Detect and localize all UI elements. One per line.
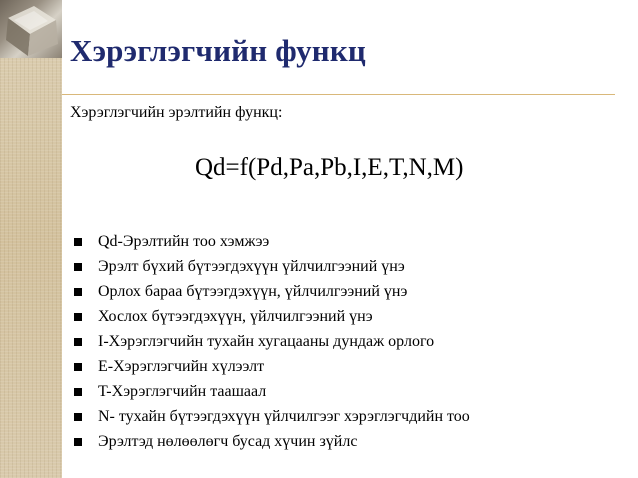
bullet-item: [74, 229, 470, 254]
bullet-text: E-Хэрэглэгчийн хүлээлт: [98, 358, 265, 375]
bullet-item: [74, 379, 470, 404]
bullet-text: Орлох бараа бүтээгдэхүүн, үйлчилгээний үнэ: [98, 283, 408, 300]
decorative-sidebar: [0, 0, 62, 478]
square-bullet-icon: [74, 338, 82, 346]
ice-cube-image: [0, 0, 62, 58]
bullet-text: Qd-Эрэлтийн тоо хэмжээ: [98, 233, 270, 250]
slide-title: Хэрэглэгчийн функц: [70, 33, 366, 68]
bullet-text: N- тухайн бүтээгдэхүүн үйлчилгээг хэрэглэгчдийн тоо: [98, 408, 470, 425]
bullet-text: I-Хэрэглэгчийн тухайн хугацааны дундаж орлого: [98, 333, 435, 350]
square-bullet-icon: [74, 313, 82, 321]
bullet-text: T-Хэрэглэгчийн таашаал: [98, 383, 267, 400]
bullet-item: [74, 429, 470, 454]
bullet-item: [74, 329, 470, 354]
square-bullet-icon: [74, 238, 82, 246]
bullet-item: [74, 254, 470, 279]
square-bullet-icon: [74, 413, 82, 421]
bullet-text: Эрэлтэд нөлөөлөгч бусад хүчин зүйлс: [98, 433, 358, 450]
demand-function-formula: Qd=f(Pd,Pa,Pb,I,E,T,N,M): [195, 154, 464, 181]
bullet-item: [74, 404, 470, 429]
square-bullet-icon: [74, 288, 82, 296]
square-bullet-icon: [74, 363, 82, 371]
bullet-item: [74, 304, 470, 329]
square-bullet-icon: [74, 438, 82, 446]
bullet-item: [74, 279, 470, 304]
bullet-text: Хослох бүтээгдэхүүн, үйлчилгээний үнэ: [98, 308, 373, 325]
square-bullet-icon: [74, 388, 82, 396]
title-divider: [62, 94, 615, 95]
square-bullet-icon: [74, 263, 82, 271]
bullet-list: [74, 229, 470, 454]
bullet-item: [74, 354, 470, 379]
slide-subtitle: Хэрэглэгчийн эрэлтийн функц:: [70, 104, 283, 121]
bullet-text: Эрэлт бүхий бүтээгдэхүүн үйлчилгээний үнэ: [98, 258, 405, 275]
